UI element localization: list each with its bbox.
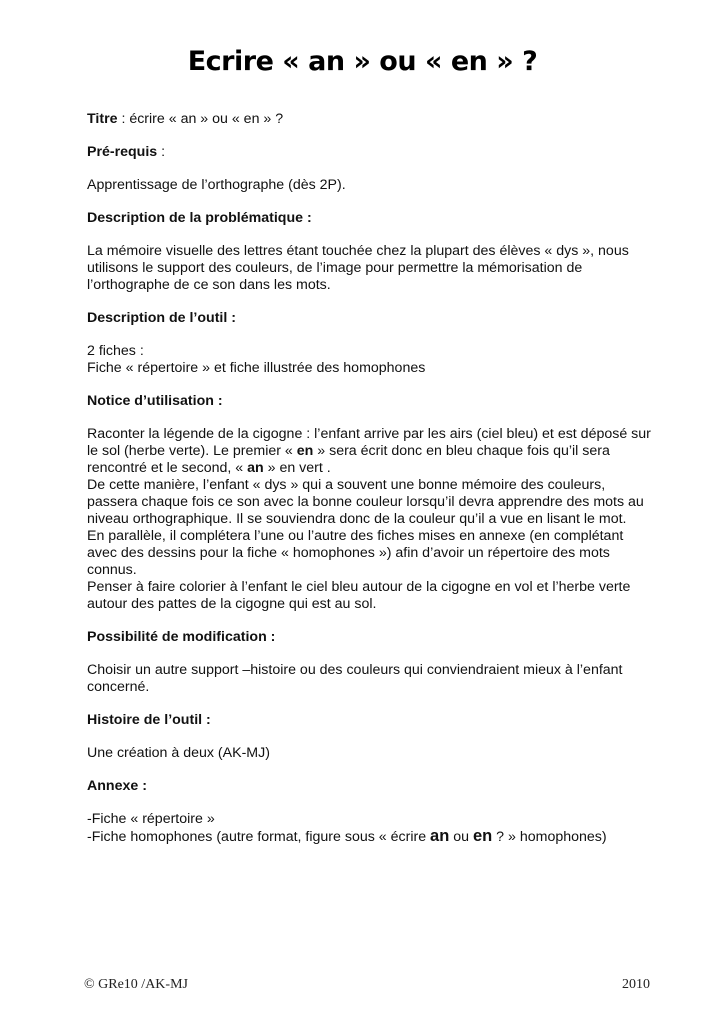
modification-heading: Possibilité de modification : [87,629,276,645]
notice-an: an [247,460,264,476]
notice-text [87,426,652,613]
document-body [87,111,652,862]
outil-line1: 2 fiches : [87,343,144,359]
notice-p1-a: Raconter la légende de la cigogne : l’enfant arrive par les airs (ciel bleu) et est déposé sur le sol (herbe verte). Le premier « [87,426,651,459]
prerequis-suffix: : [157,144,166,160]
footer-year: 2010 [622,977,650,992]
problematique-heading: Description de la problématique : [87,210,312,226]
annexe-heading: Annexe : [87,778,147,794]
notice-p4: Penser à faire colorier à l’enfant le ciel bleu autour de la cigogne en vol et l’herbe verte autour des pattes de la cigogne qui est au sol. [87,579,631,612]
titre-line [87,111,652,128]
page-title: Ecrire « an » ou « en » ? [187,46,538,77]
outil-line2: Fiche « répertoire » et fiche illustrée des homophones [87,360,426,376]
annexe-ou: ou [449,829,473,845]
annexe-list [87,811,652,846]
histoire-text: Une création à deux (AK-MJ) [87,745,270,761]
annexe-item1: -Fiche « répertoire » [87,811,215,827]
prerequis-heading [87,144,652,161]
annexe-item2-b: ? » homophones) [492,829,607,845]
histoire-heading: Histoire de l’outil : [87,712,211,728]
notice-p1-b: » sera écrit donc en bleu chaque fois qu’il sera rencontré et le second, « [87,443,610,476]
notice-p2: De cette manière, l’enfant « dys » qui a souvent une bonne mémoire des couleurs, passera chaque fois ce son avec la bonne couleur lorsqu’il devra apprendre des mots au niveau orthographique. Il se souviendra donc de la couleur qu’il a vue en lisant le mot. [87,477,644,527]
notice-en: en [296,443,314,459]
notice-p3: En parallèle, il complétera l’une ou l’autre des fiches mises en annexe (en complétant avec des dessins pour la fiche « homophones ») afin d’avoir un répertoire des mots connus. [87,528,624,578]
notice-heading: Notice d’utilisation : [87,393,223,409]
prerequis-label: Pré-requis [87,144,158,160]
notice-p1-c: » en vert . [263,460,331,476]
prerequis-text: Apprentissage de l’orthographe (dès 2P). [87,177,346,193]
titre-label: Titre [87,111,118,127]
outil-heading: Description de l’outil : [87,310,236,326]
footer-copyright: © GRe10 /AK-MJ [84,977,188,992]
annexe-an: an [430,827,450,845]
annexe-item2-a: -Fiche homophones (autre format, figure sous « écrire [87,829,431,845]
titre-value: : écrire « an » ou « en » ? [117,111,284,127]
annexe-en: en [472,827,493,845]
problematique-text: La mémoire visuelle des lettres étant touchée chez la plupart des élèves « dys », nous utilisons le support des couleurs, de l’image pour permettre la mémorisation de l’orthographe de ce son dans les mots. [87,243,629,293]
modification-text: Choisir un autre support –histoire ou des couleurs qui conviendraient mieux à l’enfant concerné. [87,662,623,695]
outil-text [87,343,652,377]
